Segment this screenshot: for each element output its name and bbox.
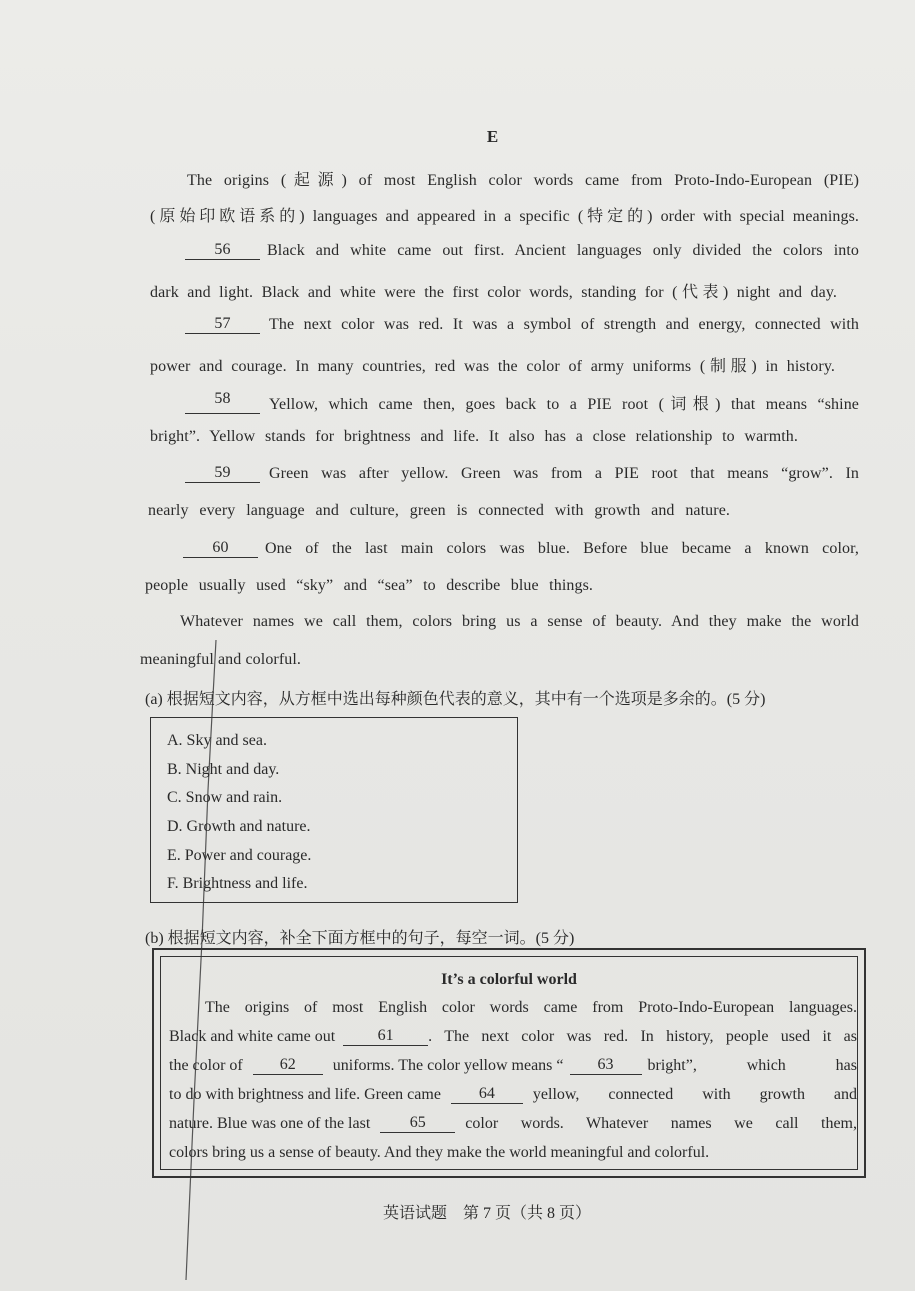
summary-line: [169, 1086, 857, 1104]
summary-title: It’s a colorful world: [441, 971, 577, 988]
passage-line: nearly every language and culture, green is connected with growth and nature.: [148, 502, 730, 519]
summary-line: colors bring us a sense of beauty. And they make the world meaningful and colorful.: [169, 1144, 710, 1161]
summary-line: The origins of most English color words came from Proto-Indo-European languages.: [205, 999, 857, 1016]
blank-59: 59: [185, 465, 260, 483]
summary-text: yellow, connected with growth and: [532, 1086, 857, 1103]
option-b: B. Night and day.: [167, 761, 280, 778]
summary-text: to do with brightness and life. Green came: [169, 1086, 441, 1103]
passage-text: The next color was red. It was a symbol of strength and energy, connected with: [269, 316, 859, 333]
blank-63: 63: [570, 1057, 642, 1075]
passage-line: dark and light. Black and white were the first color words, standing for (代表) night and day.: [150, 284, 837, 301]
passage-line: bright”. Yellow stands for brightness and life. It also has a close relationship to warmth.: [150, 428, 798, 445]
blank-61: 61: [343, 1028, 428, 1046]
part-a-instruction: (a) 根据短文内容，从方框中选出每种颜色代表的意义，其中有一个选项是多余的。(5 分): [145, 691, 766, 708]
passage-line: [185, 391, 859, 414]
passage-line: [185, 316, 859, 334]
summary-text: bright”, which has: [647, 1057, 857, 1074]
summary-text: . The next color was red. In history, people used it as: [428, 1028, 857, 1045]
passage-line: (原始印欧语系的) languages and appeared in a specific (特定的) order with special meanings.: [150, 208, 859, 225]
blank-56: 56: [185, 242, 260, 260]
passage-text: Black and white came out first. Ancient languages only divided the colors into: [267, 242, 859, 259]
summary-box-inner: [160, 956, 858, 1170]
summary-box: [152, 948, 866, 1178]
summary-text: Black and white came out: [169, 1028, 336, 1045]
blank-62: 62: [253, 1057, 323, 1075]
blank-60: 60: [183, 540, 258, 558]
passage-line: power and courage. In many countries, red was the color of army uniforms (制服) in history.: [150, 358, 835, 375]
passage-line: [185, 465, 859, 483]
passage-line: The origins (起源) of most English color words came from Proto-Indo-European (PIE): [187, 172, 859, 189]
blank-64: 64: [451, 1086, 523, 1104]
blank-58: 58: [185, 391, 260, 414]
part-b-instruction: (b) 根据短文内容，补全下面方框中的句子，每空一词。(5 分): [145, 930, 575, 947]
section-letter: E: [486, 127, 499, 146]
passage-text: Yellow, which came then, goes back to a PIE root (词根) that means “shine: [269, 396, 859, 413]
passage-text: Green was after yellow. Green was from a PIE root that means “grow”. In: [269, 465, 859, 482]
passage-line: [183, 540, 859, 558]
summary-text: uniforms. The color yellow means “: [332, 1057, 564, 1074]
summary-text: color words. Whatever names we call them,: [465, 1115, 857, 1132]
passage-line: meaningful and colorful.: [140, 651, 302, 668]
summary-line: [169, 1115, 857, 1133]
option-c: C. Snow and rain.: [167, 789, 283, 806]
blank-65: 65: [380, 1115, 455, 1133]
blank-57: 57: [185, 316, 260, 334]
summary-line: [169, 1057, 857, 1075]
passage-text: One of the last main colors was blue. Before blue became a known color,: [265, 540, 859, 557]
summary-text: nature. Blue was one of the last: [169, 1115, 371, 1132]
passage-line: Whatever names we call them, colors bring us a sense of beauty. And they make the world: [180, 613, 859, 630]
option-e: E. Power and courage.: [167, 847, 312, 864]
passage-line: [185, 242, 859, 260]
option-a: A. Sky and sea.: [167, 732, 267, 749]
options-box: [150, 717, 518, 903]
summary-text: the color of: [169, 1057, 243, 1074]
passage-line: people usually used “sky” and “sea” to describe blue things.: [145, 577, 593, 594]
page-footer: 英语试题 第 7 页（共 8 页）: [383, 1205, 592, 1222]
summary-line: [169, 1028, 857, 1046]
option-f: F. Brightness and life.: [167, 875, 308, 892]
option-d: D. Growth and nature.: [167, 818, 311, 835]
